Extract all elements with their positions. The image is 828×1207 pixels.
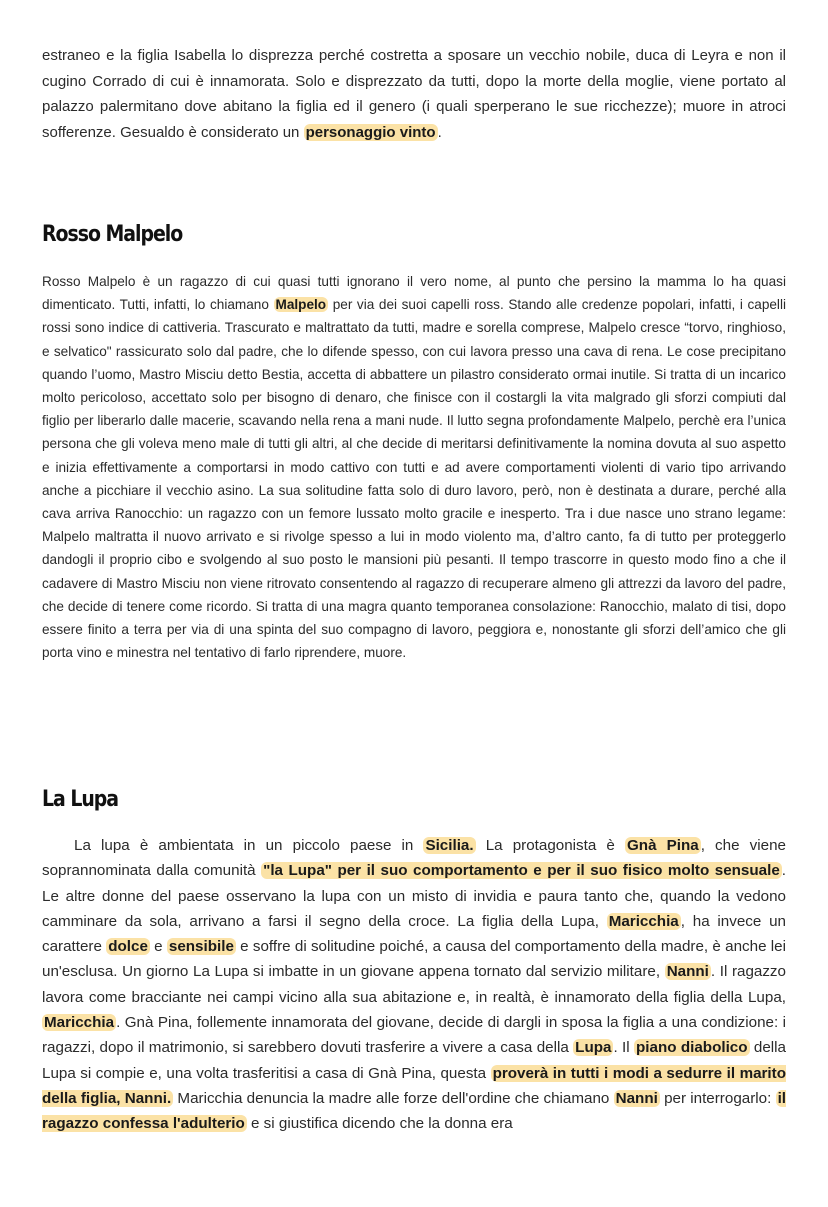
highlight: il ragazzo confessa l'adulterio xyxy=(42,1089,787,1133)
text-segment: . Le altre donne del paese osservano la lupa con un misto di invidia e paura tanto che, quando la vedono camminare da sola, arrivano a farsi il segno della croce. La figlia della Lupa, xyxy=(42,862,787,930)
text-segment: e si giustifica dicendo che la donna era xyxy=(246,1115,513,1133)
highlight: piano diabolico xyxy=(636,1039,748,1057)
text-segment: . Il xyxy=(613,1039,634,1057)
text-segment: . xyxy=(437,123,442,141)
gesualdo-paragraph xyxy=(42,43,786,145)
text-segment: , che viene soprannominata dalla comunità xyxy=(42,837,786,880)
text-segment: della Lupa si compie e, una volta trasferitisi a casa di Gnà Pina, questa xyxy=(42,1039,786,1082)
highlight: Nanni xyxy=(615,1089,658,1107)
highlight: Sicilia. xyxy=(425,837,474,854)
text-segment: , ha invece un carattere xyxy=(42,912,786,956)
highlight: proverà in tutti i modi a sedurre il marito della figlia, Nanni. xyxy=(42,1064,786,1107)
text-segment: La protagonista è xyxy=(475,837,625,854)
highlight: Lupa xyxy=(575,1039,612,1057)
section-title-malpelo: Rosso Malpelo xyxy=(42,222,183,247)
text-segment: estraneo e la figlia Isabella lo disprezza perché costretta a sposare un vecchio nobile, duca di Leyra e non il cugino Corrado di cui è innamorata. Solo e disprezzato da tutti, dopo la morte della moglie, viene portato al palazzo palermitano dove abitano la figlia ed il genero (i quali sperperano le sue ricchezze); muore in atroci sofferenze. Gesualdo è considerato un xyxy=(42,47,786,141)
highlight: Maricchia xyxy=(608,912,679,930)
text-segment: e soffre di solitudine poiché, a causa del comportamento della madre, è anche lei un'esclusa. Un giorno La Lupa si imbatte in un giovane appena tornato dal servizio militare, xyxy=(42,938,786,981)
text-segment: . Gnà Pina, follemente innamorata del giovane, decide di dargli in sposa la figlia a una condizione: i ragazzi, dopo il matrimonio, si sarebbero dovuti trasferire a vivere a casa della xyxy=(42,1014,786,1057)
highlight: "la Lupa" per il suo comportamento e per il suo fisico molto sensuale xyxy=(263,862,780,880)
highlight: Nanni xyxy=(666,963,709,981)
text-segment: per via dei suoi capelli ross. Stando alle credenze popolari, infatti, i capelli rossi sono indice di cattiveria. Trascurato e maltrattato da tutti, madre e sorella comprese, Malpelo cresce “torvo, ringhioso, e selvatico" rassicurato solo dal padre, che lo difende spesso, con cui lavora presso una cava di rena. Le cose precipitano quando l’uomo, Mastro Misciu detto Bestia, accetta di abbattere un pilastro considerato ormai inutile. Si tratta di un incarico molto pericoloso, accettato solo per bisogno di denaro, che finisce con il costargli la vita malgrado gli sforzi compiuti dal figlio per liberarlo dalle macerie, scavando nella rena a mani nude. Il lutto segna profondamente Malpelo, perchè era l’unica persona che gli voleva meno male di tutti gli altri, al che decide di meritarsi definitivamente la nomina dovuta al suo aspetto e inizia effettivamente a comportarsi in modo cattivo con tutti e ad avere comportamenti violenti di vario tipo arrivando anche a picchiare il vecchio asino. La sua solitudine fatta solo di duro lavoro, però, non è destinata a durare, perché alla cava arriva Ranocchio: un ragazzo con un femore lussato molto gracile e inesperto. Tra i due nasce uno strano legame: Malpelo maltratta il nuovo arrivato e si rivolge spesso a lui in modo violento ma, d’altro canto, fa di tutto per proteggerlo dandogli il proprio cibo e svolgendo al suo posto le mansioni più pesanti. Il tempo trascorre in questo modo fino a che il cadavere di Mastro Misciu non viene ritrovato consentendo al ragazzo di recuperare almeno gli attrezzi da lavoro del padre, che decide di tenere come ricordo. Si tratta di una magra quanto temporanea consolazione: Ranocchio, malato di tisi, dopo essere finito a terra per via di una spinta del suo compagno di lavoro, peggiora e, nonostante gli sforzi dell’amico che gli porta vino e minestra nel tentativo di farlo riprendere, muore. xyxy=(42,297,786,661)
text-segment: La lupa è ambientata in un piccolo paese in xyxy=(74,837,424,854)
highlight: personaggio vinto xyxy=(305,123,436,141)
text-segment: Maricchia denuncia la madre alle forze dell'ordine che chiamano xyxy=(173,1089,614,1107)
highlight: Gnà Pina xyxy=(626,837,699,854)
highlight: sensibile xyxy=(168,938,234,956)
highlight: dolce xyxy=(108,938,148,956)
lupa-paragraph xyxy=(42,833,786,1137)
highlight: Maricchia xyxy=(44,1014,115,1032)
text-segment: e xyxy=(149,938,167,956)
text-segment: Rosso Malpelo è un ragazzo di cui quasi tutti ignorano il vero nome, al punto che persino la mamma lo ha quasi dimenticato. Tutti, infatti, lo chiamano xyxy=(42,274,786,313)
highlight: Malpelo xyxy=(275,297,327,313)
text-segment: . Il ragazzo lavora come bracciante nei campi vicino alla sua abitazione e, in realtà, è innamorato della figlia della Lupa, xyxy=(42,963,786,1006)
section-title-lupa: La Lupa xyxy=(42,787,119,812)
malpelo-paragraph xyxy=(42,270,786,664)
text-segment: per interrogarlo: xyxy=(659,1089,776,1107)
